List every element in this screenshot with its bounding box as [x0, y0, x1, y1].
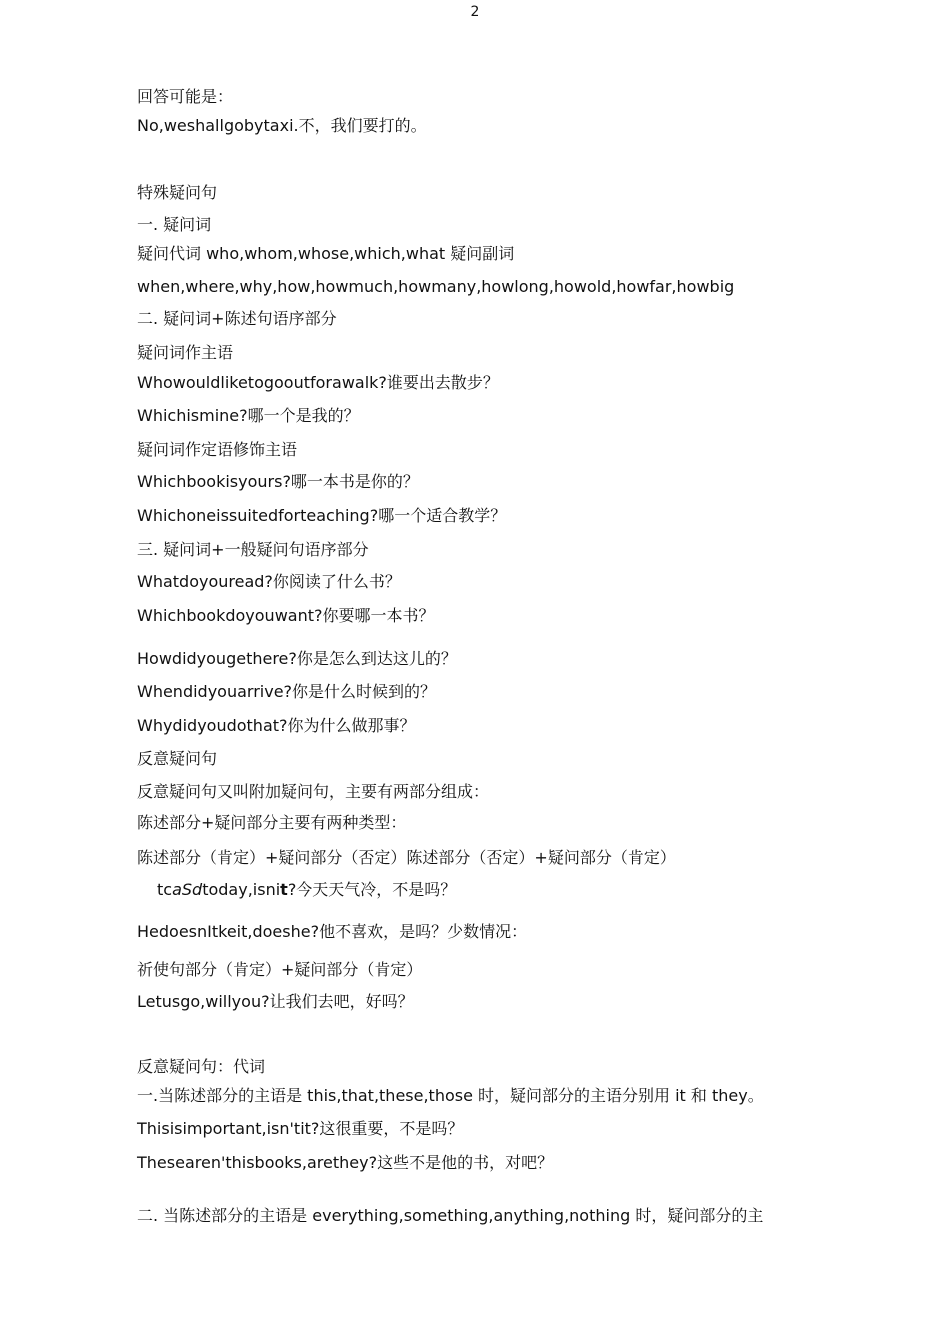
section-heading-special-questions: 特殊疑问句 — [137, 183, 218, 202]
example-line: Whichbookdoyouwant?你要哪一本书？ — [137, 606, 435, 625]
text-line-question-pronouns: 疑问代词 who,whom,whose,which,what 疑问副词 — [137, 244, 515, 263]
subheading-declarative-order: 二. 疑问词+陈述句语序部分 — [137, 309, 337, 328]
example-line: HedoesnItkeit,doeshe?他不喜欢，是吗？少数情况： — [137, 922, 528, 941]
example-line: Whichoneissuitedforteaching?哪一个适合教学？ — [137, 506, 507, 525]
text-line-tag-definition: 反意疑问句又叫附加疑问句，主要有两部分组成： — [137, 782, 490, 801]
text-line-imperative-pattern: 祈使句部分（肯定）+疑问部分（肯定） — [137, 960, 423, 979]
mixed-part: today,isni — [202, 880, 281, 899]
mixed-part: ?今天天气冷，不是吗？ — [287, 880, 457, 899]
subheading-question-words: 一. 疑问词 — [137, 215, 212, 234]
subheading-general-question-order: 三. 疑问词+一般疑问句语序部分 — [137, 540, 369, 559]
example-line-mixed — [157, 880, 456, 900]
mixed-part-italic: aSd — [172, 880, 203, 899]
example-line: Thesearen'thisbooks,arethey?这些不是他的书，对吧？ — [137, 1153, 554, 1172]
text-line-tag-types: 陈述部分+疑问部分主要有两种类型： — [137, 813, 407, 832]
page-number: 2 — [470, 4, 480, 20]
section-heading-tag-questions: 反意疑问句 — [137, 749, 218, 768]
mixed-part: tc — [157, 880, 173, 899]
example-line: Whichismine?哪一个是我的？ — [137, 406, 360, 425]
text-line-rule-two: 二. 当陈述部分的主语是 everything,something,anything,nothing 时，疑问部分的主 — [137, 1206, 764, 1225]
example-line: Letusgo,willyou?让我们去吧，好吗？ — [137, 992, 414, 1011]
example-line: Whowouldliketogooutforawalk?谁要出去散步？ — [137, 373, 499, 392]
text-line-answer-example: No,weshallgobytaxi.不，我们要打的。 — [137, 116, 427, 135]
example-line: Thisisimportant,isn'tit?这很重要，不是吗？ — [137, 1119, 464, 1138]
section-heading-tag-pronouns: 反意疑问句：代词 — [137, 1057, 266, 1076]
text-line-as-attributive: 疑问词作定语修饰主语 — [137, 440, 298, 459]
text-line-tag-patterns: 陈述部分（肯定）+疑问部分（否定）陈述部分（否定）+疑问部分（肯定） — [137, 848, 676, 867]
example-line: Whatdoyouread?你阅读了什么书？ — [137, 572, 401, 591]
text-line-rule-one: 一.当陈述部分的主语是 this,that,these,those 时，疑问部分的主语分别用 it 和 they。 — [137, 1086, 764, 1105]
example-line: Whichbookisyours?哪一本书是你的？ — [137, 472, 419, 491]
text-line-question-adverbs: when,where,why,how,howmuch,howmany,howlong,howold,howfar,howbig — [137, 277, 735, 296]
text-line-as-subject: 疑问词作主语 — [137, 343, 234, 362]
text-line-answer-intro: 回答可能是： — [137, 87, 234, 106]
mixed-part-bold: t — [280, 880, 288, 899]
example-line: Whendidyouarrive?你是什么时候到的？ — [137, 682, 437, 701]
example-line: Howdidyougethere?你是怎么到达这儿的？ — [137, 649, 457, 668]
example-line: Whydidyoudothat?你为什么做那事？ — [137, 716, 416, 735]
